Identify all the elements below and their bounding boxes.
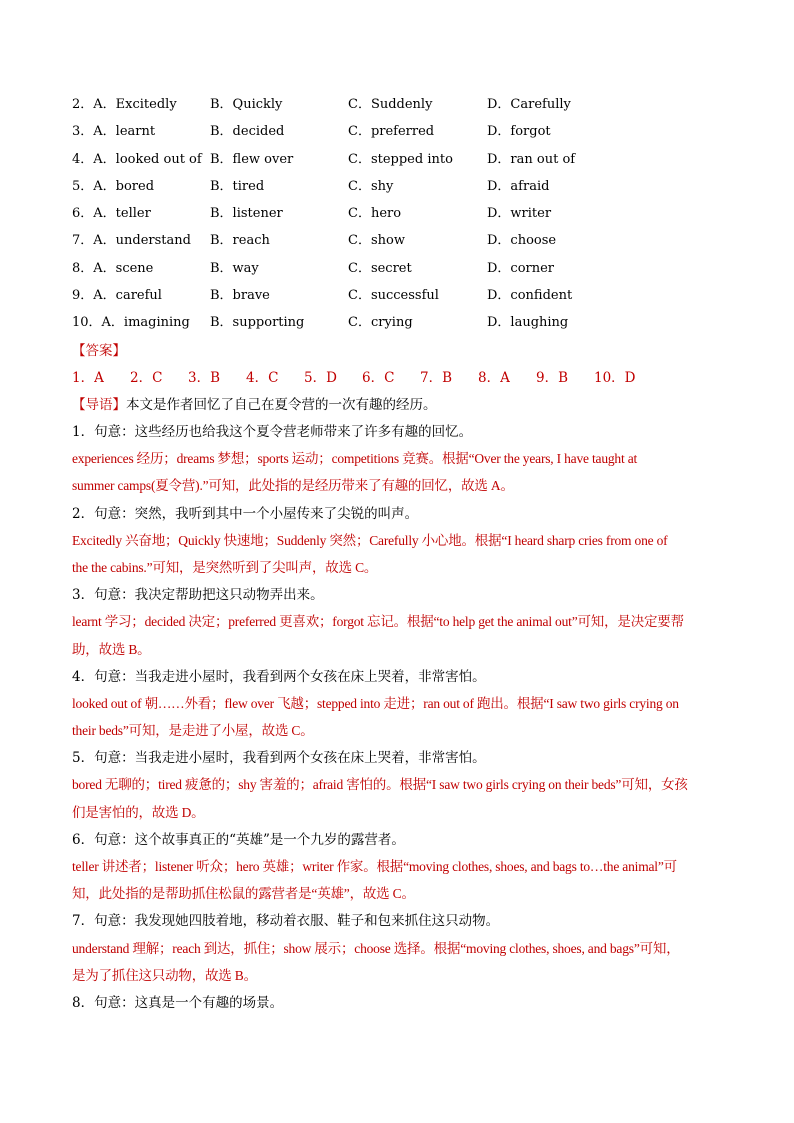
- answer-item: 9．B: [536, 370, 569, 386]
- option-row: [72, 287, 732, 314]
- options-list: [72, 96, 732, 342]
- option-a: 4．A．looked out of: [72, 151, 202, 167]
- answer-item: 1．A: [72, 370, 104, 386]
- option-c: C．hero: [348, 206, 402, 222]
- guide-paragraph: [72, 396, 437, 414]
- option-d: D．ran out of: [487, 151, 576, 167]
- sentence-meaning-line: 8．句意：这真是一个有趣的场景。: [72, 994, 284, 1011]
- explanation-line: experiences 经历；dreams 梦想；sports 运动；competitions 竞赛。根据“Over the years, I have taught at: [72, 451, 638, 467]
- explanation-line: 知，此处指的是帮助抓住松鼠的露营者是“英雄”，故选 C。: [72, 886, 415, 902]
- guide-text: 本文是作者回忆了自己在夏令营的一次有趣的经历。: [126, 397, 437, 413]
- option-row: [72, 232, 732, 259]
- option-b: B．way: [210, 260, 259, 276]
- option-a: 5．A．bored: [72, 178, 155, 194]
- option-row: [72, 260, 732, 287]
- guide-label: 【导语】: [72, 397, 126, 413]
- answer-key: [72, 369, 644, 387]
- option-b: B．listener: [210, 206, 283, 222]
- answer-item: 6．C: [362, 370, 395, 386]
- answer-item: 10．D: [594, 370, 636, 386]
- option-b: B．tired: [210, 178, 265, 194]
- option-b: B．reach: [210, 233, 270, 249]
- answer-heading: 【答案】: [72, 343, 126, 359]
- answer-item: 3．B: [188, 370, 221, 386]
- sentence-meaning-line: 1．句意：这些经历也给我这个夏令营老师带来了许多有趣的回忆。: [72, 424, 473, 440]
- sentence-meaning-line: 2．句意：突然，我听到其中一个小屋传来了尖锐的叫声。: [72, 505, 419, 522]
- explanation-line: bored 无聊的；tired 疲惫的；shy 害羞的；afraid 害怕的。根据“I saw two girls crying on their beds”可知，女孩: [72, 777, 688, 793]
- option-a: 8．A．scene: [72, 260, 154, 276]
- option-c: C．stepped into: [348, 151, 453, 167]
- answer-item: 8．A: [478, 370, 510, 386]
- option-b: B．decided: [210, 124, 285, 140]
- explanation-line: teller 讲述者；listener 听众；hero 英雄；writer 作家。根据“moving clothes, shoes, and bags to…the animal”可: [72, 859, 677, 874]
- explanation-line: Excitedly 兴奋地；Quickly 快速地；Suddenly 突然；Carefully 小心地。根据“I heard sharp cries from one of: [72, 532, 668, 548]
- option-d: D．afraid: [487, 178, 550, 194]
- option-b: B．brave: [210, 288, 270, 304]
- option-b: B．flew over: [210, 151, 294, 167]
- option-c: C．preferred: [348, 124, 435, 140]
- option-row: [72, 205, 732, 232]
- option-b: B．Quickly: [210, 97, 283, 112]
- option-a: 7．A．understand: [72, 233, 191, 249]
- option-d: D．confident: [487, 288, 573, 304]
- option-row: [72, 96, 732, 123]
- option-b: B．supporting: [210, 315, 305, 331]
- option-d: D．laughing: [487, 315, 569, 331]
- answer-item: 4．C: [246, 370, 279, 386]
- explanation-line: 助，故选 B。: [72, 641, 151, 657]
- option-a: 6．A．teller: [72, 206, 151, 222]
- sentence-meaning-line: 7．句意：我发现她四肢着地，移动着衣服、鞋子和包来抓住这只动物。: [72, 913, 500, 930]
- option-d: D．writer: [487, 206, 552, 222]
- explanation-line: the the cabins.”可知，是突然听到了尖叫声，故选 C。: [72, 559, 378, 575]
- option-d: D．choose: [487, 233, 557, 249]
- answer-item: 2．C: [130, 370, 163, 386]
- option-d: D．corner: [487, 260, 555, 276]
- explanations: [72, 423, 724, 1021]
- explanation-line: their beds”可知，是走进了小屋，故选 C。: [72, 723, 314, 739]
- option-c: C．secret: [348, 260, 412, 276]
- explanation-line: summer camps(夏令营).”可知，此处指的是经历带来了有趣的回忆，故选 A。: [72, 478, 514, 494]
- explanation-line: looked out of 朝……外看；flew over 飞越；stepped into 走进；ran out of 跑出。根据“I saw two girls crying on: [72, 695, 679, 711]
- option-a: 9．A．careful: [72, 288, 162, 304]
- option-d: D．forgot: [487, 124, 551, 140]
- sentence-meaning-line: 5．句意：当我走进小屋时，我看到两个女孩在床上哭着，非常害怕。: [72, 750, 486, 767]
- option-c: C．crying: [348, 315, 413, 331]
- answer-item: 7．B: [420, 370, 453, 386]
- option-row: [72, 314, 732, 341]
- explanation-line: understand 理解；reach 到达，抓住；show 展示；choose 选择。根据“moving clothes, shoes, and bags”可知，: [72, 940, 680, 956]
- explanation-line: 是为了抓住这只动物，故选 B。: [72, 967, 257, 983]
- option-c: C．shy: [348, 178, 394, 194]
- option-row: [72, 123, 732, 150]
- option-d: D．Carefully: [487, 97, 571, 112]
- sentence-meaning-line: 3．句意：我决定帮助把这只动物弄出来。: [72, 587, 324, 604]
- option-c: C．show: [348, 233, 405, 249]
- sentence-meaning-line: 6．句意：这个故事真正的“英雄”是一个九岁的露营者。: [72, 831, 405, 848]
- option-row: [72, 151, 732, 178]
- option-a: 10．A．imagining: [72, 315, 190, 331]
- option-a: 3．A．learnt: [72, 124, 156, 140]
- option-a: 2．A．Excitedly: [72, 97, 177, 112]
- explanation-line: learnt 学习；decided 决定；preferred 更喜欢；forgot 忘记。根据“to help get the animal out”可知，是决定要帮: [72, 614, 684, 630]
- explanation-line: 们是害怕的，故选 D。: [72, 804, 205, 820]
- sentence-meaning-line: 4．句意：当我走进小屋时，我看到两个女孩在床上哭着，非常害怕。: [72, 668, 486, 685]
- answer-item: 5．D: [304, 370, 337, 386]
- option-row: [72, 178, 732, 205]
- option-c: C．successful: [348, 288, 439, 304]
- option-c: C．Suddenly: [348, 97, 433, 112]
